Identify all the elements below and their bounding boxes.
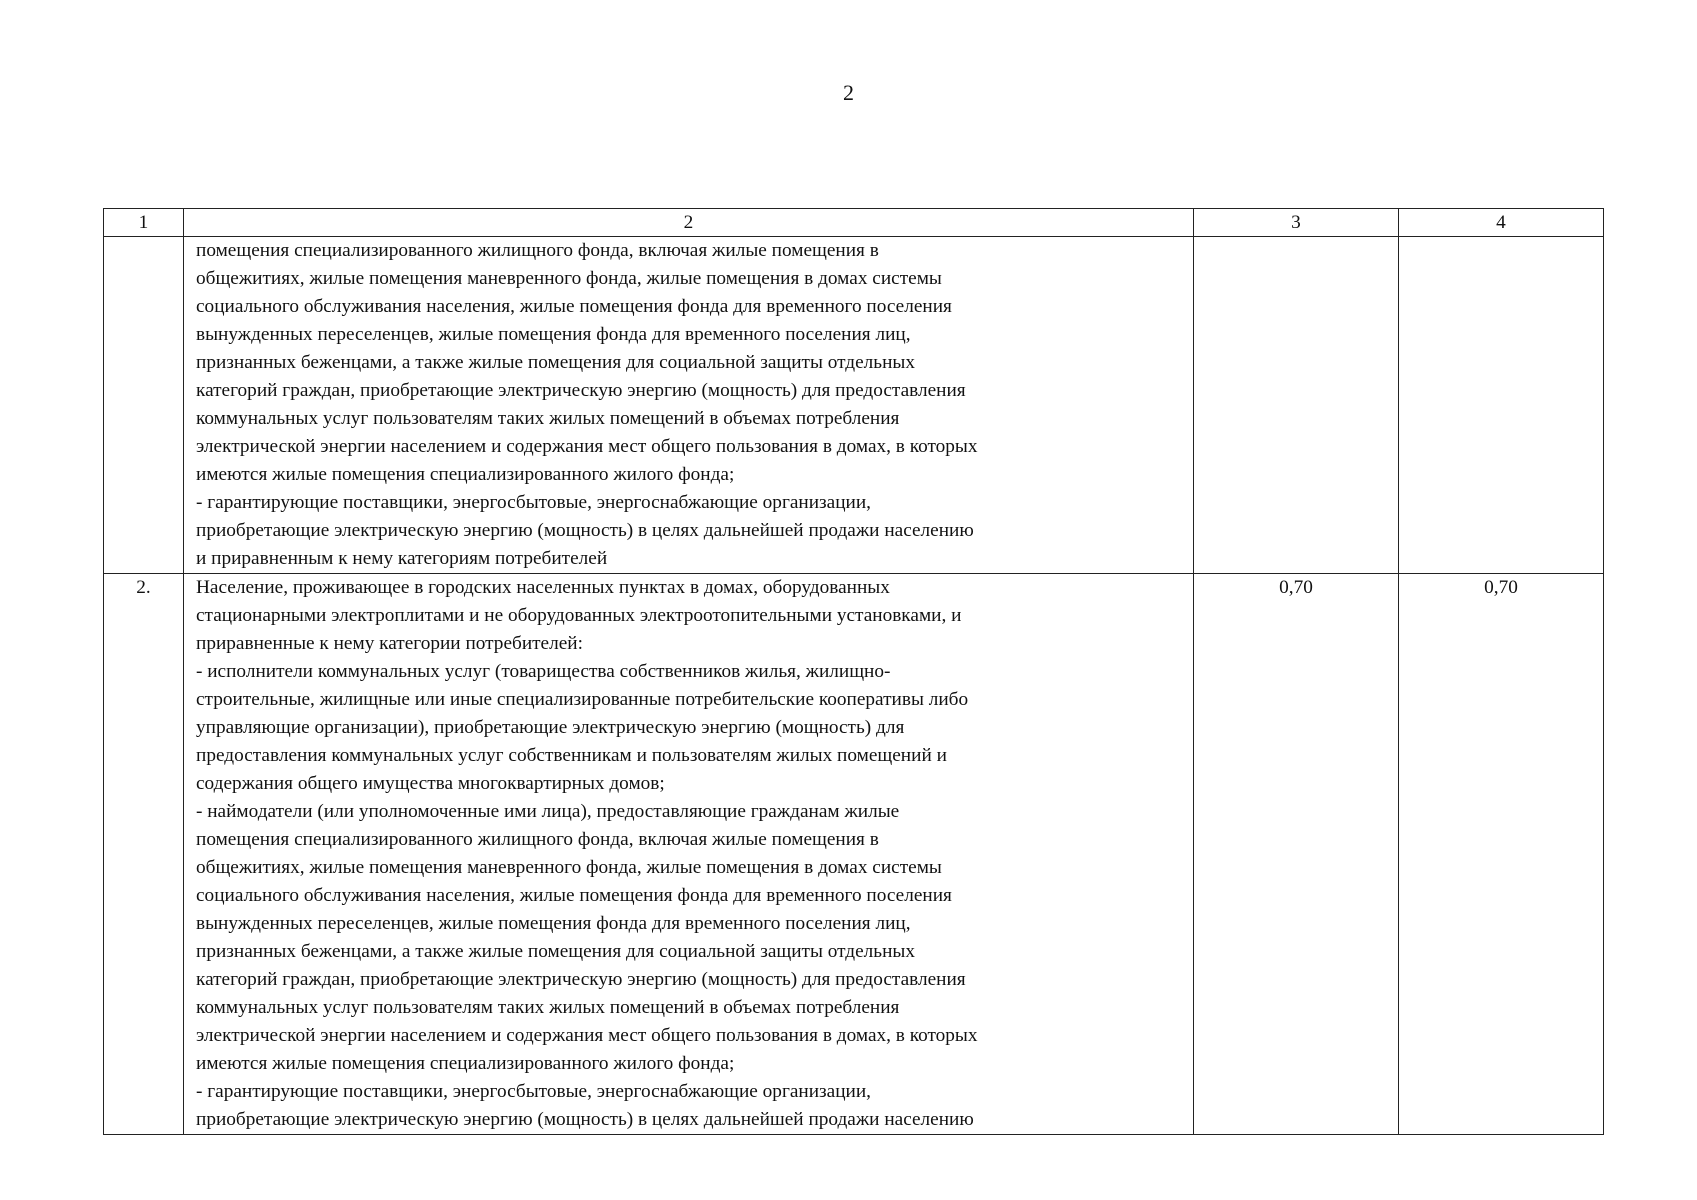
description-line: строительные, жилищные или иные специализированные потребительские кооперативы либо [196,689,969,710]
table-row [104,237,1604,574]
description-line: стационарными электроплитами и не оборудованных электроотопительными установками, и [196,605,962,626]
description-line: - исполнители коммунальных услуг (товарищества собственников жилья, жилищно- [196,661,891,682]
description-line: помещения специализированного жилищного фонда, включая жилые помещения в [196,240,879,261]
description-line: приобретающие электрическую энергию (мощность) в целях дальнейшей продажи населению [196,1109,974,1130]
table-row [104,574,1604,1135]
tariff-table [103,208,1604,1135]
row-number [104,237,184,574]
description-line: вынужденных переселенцев, жилые помещения фонда для временного поселения лиц, [196,913,911,934]
row-description [184,574,1194,1135]
description-line: Население, проживающее в городских населенных пунктах в домах, оборудованных [196,577,890,598]
description-line: управляющие организации), приобретающие электрическую энергию (мощность) для [196,717,905,738]
value-col4: 0,70 [1399,574,1604,1135]
description-line: социального обслуживания населения, жилые помещения фонда для временного поселения [196,885,952,906]
column-header-3: 3 [1194,209,1399,237]
description-line: приравненные к нему категории потребителей: [196,633,583,654]
description-line: общежитиях, жилые помещения маневренного фонда, жилые помещения в домах системы [196,857,942,878]
row-number: 2. [104,574,184,1135]
description-line: предоставления коммунальных услуг собственникам и пользователям жилых помещений и [196,745,947,766]
description-line: - гарантирующие поставщики, энергосбытовые, энергоснабжающие организации, [196,492,871,513]
description-line: общежитиях, жилые помещения маневренного фонда, жилые помещения в домах системы [196,268,942,289]
value-col4 [1399,237,1604,574]
description-line: признанных беженцами, а также жилые помещения для социальной защиты отдельных [196,352,915,373]
description-line: признанных беженцами, а также жилые помещения для социальной защиты отдельных [196,941,915,962]
description-line: - гарантирующие поставщики, энергосбытовые, энергоснабжающие организации, [196,1081,871,1102]
value-col3 [1194,237,1399,574]
value-col3: 0,70 [1194,574,1399,1135]
description-line: приобретающие электрическую энергию (мощность) в целях дальнейшей продажи населению [196,520,974,541]
description-line: имеются жилые помещения специализированного жилого фонда; [196,464,735,485]
column-header-2: 2 [184,209,1194,237]
table-header-row [104,209,1604,237]
description-line: имеются жилые помещения специализированного жилого фонда; [196,1053,735,1074]
description-line: вынужденных переселенцев, жилые помещения фонда для временного поселения лиц, [196,324,911,345]
column-header-1: 1 [104,209,184,237]
description-line: электрической энергии населением и содержания мест общего пользования в домах, в которых [196,1025,978,1046]
description-line: категорий граждан, приобретающие электрическую энергию (мощность) для предоставления [196,380,966,401]
description-line: коммунальных услуг пользователям таких жилых помещений в объемах потребления [196,997,900,1018]
description-line: категорий граждан, приобретающие электрическую энергию (мощность) для предоставления [196,969,966,990]
description-line: содержания общего имущества многоквартирных домов; [196,773,665,794]
description-line: - наймодатели (или уполномоченные ими лица), предоставляющие гражданам жилые [196,801,900,822]
description-line: электрической энергии населением и содержания мест общего пользования в домах, в которых [196,436,978,457]
page-number: 2 [843,80,854,105]
description-line: коммунальных услуг пользователям таких жилых помещений в объемах потребления [196,408,900,429]
description-line: и приравненным к нему категориям потребителей [196,548,608,569]
row-description [184,237,1194,574]
description-line: помещения специализированного жилищного фонда, включая жилые помещения в [196,829,879,850]
column-header-4: 4 [1399,209,1604,237]
description-line: социального обслуживания населения, жилые помещения фонда для временного поселения [196,296,952,317]
